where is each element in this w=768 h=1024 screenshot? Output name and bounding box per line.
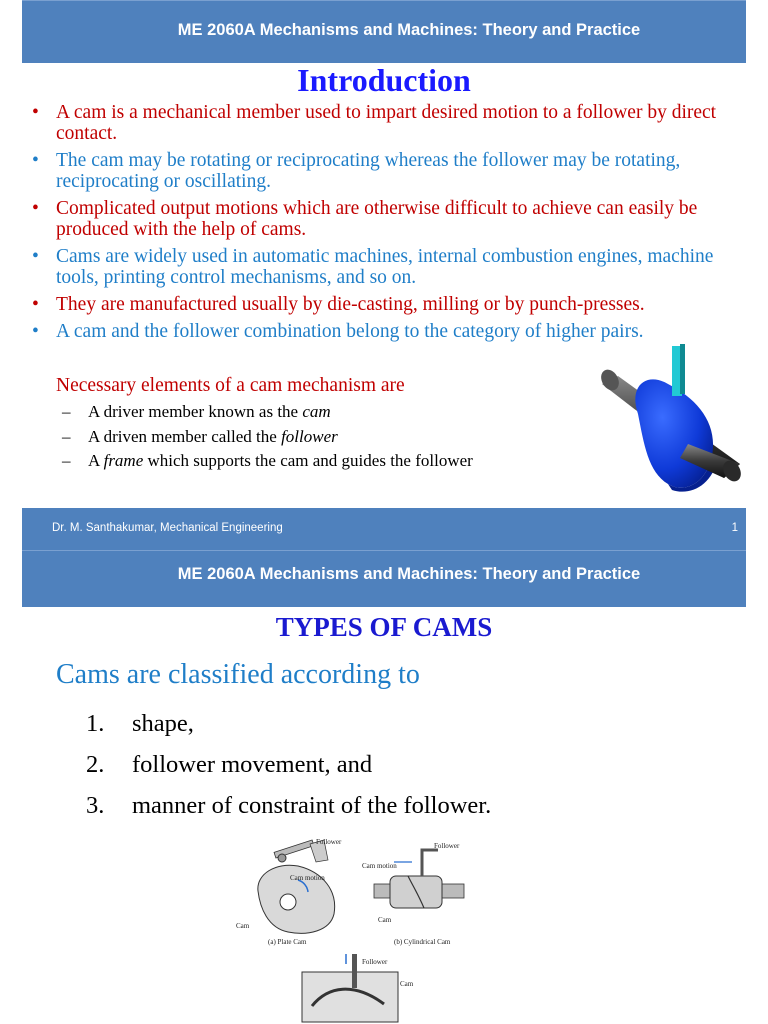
bullet-text: The cam may be rotating or reciprocating whereas the follower may be rotating, reciprocating or oscillating. (56, 150, 681, 192)
element-emphasis: follower (281, 426, 338, 446)
bullet-text: Complicated output motions which are otherwise difficult to achieve can easily be produced with the help of cams. (56, 198, 698, 240)
slide-1 (22, 0, 746, 550)
element-item (62, 425, 473, 450)
caption-cylindrical-cam: (b) Cylindrical Cam (394, 938, 451, 946)
element-emphasis: cam (302, 402, 331, 421)
plate-follower-roller-shape (278, 854, 286, 862)
translating-follower-shape (352, 954, 357, 988)
list-item (86, 744, 491, 785)
bullet-dot: • (32, 321, 39, 342)
element-item (62, 449, 473, 474)
slide-title: Introduction (297, 62, 471, 98)
label-follower-c: Follower (362, 958, 388, 966)
header-title: ME 2060A Mechanisms and Machines: Theory and Practice (177, 565, 641, 583)
bullet-dot: • (32, 198, 39, 219)
cam-mechanism-illustration (588, 344, 748, 496)
bullet-item (32, 294, 742, 315)
classification-lead: Cams are classified according to (56, 659, 420, 690)
slide-title: TYPES OF CAMS (275, 612, 493, 642)
list-text: manner of constraint of the follower. (132, 792, 492, 819)
list-number: 1. (86, 710, 105, 737)
label-cam-a: Cam (236, 922, 250, 930)
dash-marker: – (62, 451, 71, 470)
label-cam-b: Cam (378, 916, 392, 924)
bullet-item (32, 150, 742, 192)
label-cam-motion-a: Cam motion (290, 874, 325, 882)
element-emphasis: frame (103, 451, 144, 470)
bullet-list (32, 102, 742, 348)
translating-cam-block-shape (302, 972, 398, 1022)
list-text: follower movement, and (132, 751, 373, 778)
label-follower-a: Follower (316, 838, 342, 846)
bullet-dot: • (32, 246, 39, 267)
list-number: 3. (86, 792, 105, 819)
plate-cam-hub-shape (280, 894, 296, 910)
bullet-item (32, 198, 742, 240)
plate-cam-diagram (236, 838, 342, 946)
elements-heading: Necessary elements of a cam mechanism are (56, 375, 405, 396)
list-number: 2. (86, 751, 105, 778)
label-cam-c: Cam (400, 980, 414, 988)
classification-list (86, 703, 491, 826)
bullet-text: A cam and the follower combination belong to the category of higher pairs. (56, 321, 644, 342)
bullet-item (32, 321, 742, 342)
bullet-text: A cam is a mechanical member used to impart desired motion to a follower by direct contact. (56, 102, 717, 144)
dash-marker: – (62, 402, 71, 421)
element-text: A driver member known as the (88, 402, 303, 421)
header-title: ME 2060A Mechanisms and Machines: Theory and Practice (177, 21, 641, 39)
list-item (86, 785, 491, 826)
element-text: A driven member called the (88, 426, 282, 446)
bullet-dot: • (32, 150, 39, 171)
label-follower-b: Follower (434, 842, 460, 850)
bullet-text: They are manufactured usually by die-casting, milling or by punch-presses. (56, 294, 645, 315)
slide-header (22, 0, 746, 63)
list-text: shape, (132, 710, 194, 737)
element-item (62, 400, 473, 425)
bullet-dot: • (32, 294, 39, 315)
cam-types-figure (228, 836, 478, 1024)
caption-plate-cam: (a) Plate Cam (268, 938, 307, 946)
footer-author: Dr. M. Santhakumar, Mechanical Engineering (52, 522, 283, 534)
cylindrical-cam-diagram (362, 842, 464, 946)
elements-list (62, 400, 473, 474)
element-text: which supports the cam and guides the follower (143, 451, 473, 470)
bullet-item (32, 246, 742, 288)
follower-side-shape (680, 344, 685, 394)
translating-cam-diagram (302, 954, 414, 1022)
bullet-dot: • (32, 102, 39, 123)
list-item (86, 703, 491, 744)
cyl-follower-shape (422, 850, 438, 876)
label-cam-motion-b: Cam motion (362, 862, 397, 870)
bullet-text: Cams are widely used in automatic machines, internal combustion engines, machine tools, printing control mechanisms, and so on. (56, 246, 714, 288)
dash-marker: – (62, 426, 71, 446)
page-number: 1 (731, 522, 738, 534)
element-text: A (88, 451, 104, 470)
slide-header (22, 550, 746, 607)
slide-footer (22, 508, 746, 550)
bullet-item (32, 102, 742, 144)
